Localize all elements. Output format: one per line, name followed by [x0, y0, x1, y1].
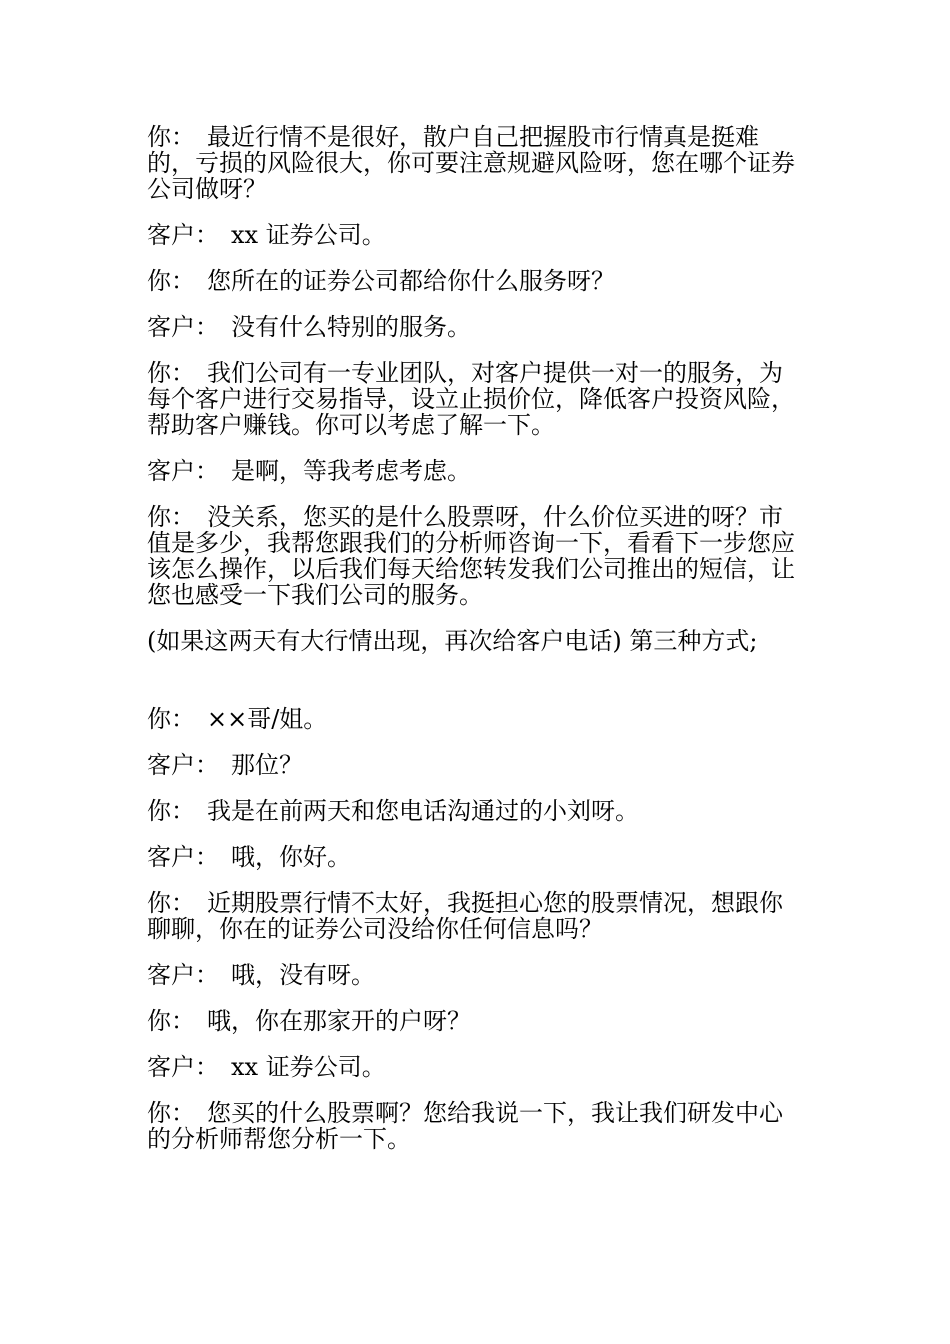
dialogue-line: 客户： 没有什么特别的服务。 [147, 313, 471, 341]
dialogue-line: 你： 没关系，您买的是什么股票呀，什么价位买进的呀？市值是多少，我帮您跟我们的分析师咨询一下，看看下一步您应该怎么操作，以后我们每天给您转发我们公司推出的短信，让您也感受一下我们公司的服务。 [147, 503, 795, 609]
dialogue-line: 你： 近期股票行情不太好，我挺担心您的股票情况，想跟你聊聊，你在的证券公司没给你任何信息吗？ [147, 889, 783, 943]
document-body [147, 124, 802, 1172]
dialogue-line: 你： 我们公司有一专业团队，对客户提供一对一的服务，为每个客户进行交易指导，设立止损价位，降低客户投资风险，帮助客户赚钱。你可以考虑了解一下。 [147, 359, 795, 439]
dialogue-line: 客户： xx 证券公司。 [147, 1053, 386, 1081]
dialogue-line: 客户： 哦，没有呀。 [147, 961, 375, 989]
dialogue-line: 你： 您所在的证券公司都给你什么服务呀？ [147, 267, 615, 295]
dialogue-line: 你： ××哥/姐。 [147, 705, 328, 733]
dialogue-line: 客户： 那位？ [147, 751, 303, 779]
section-note: (如果这两天有大行情出现，再次给客户电话) 第三种方式; [147, 627, 758, 655]
dialogue-line: 你： 我是在前两天和您电话沟通过的小刘呀。 [147, 797, 639, 825]
dialogue-line: 客户： 哦，你好。 [147, 843, 351, 871]
dialogue-line: 你： 您买的什么股票啊？您给我说一下，我让我们研发中心的分析师帮您分析一下。 [147, 1099, 783, 1153]
dialogue-line: 你： 最近行情不是很好，散户自己把握股市行情真是挺难的，亏损的风险很大，你可要注意规避风险呀，您在哪个证券公司做呀？ [147, 123, 795, 203]
dialogue-line: 你： 哦，你在那家开的户呀？ [147, 1007, 471, 1035]
dialogue-line: 客户： 是啊，等我考虑考虑。 [147, 457, 471, 485]
dialogue-line: 客户： xx 证券公司。 [147, 221, 386, 249]
